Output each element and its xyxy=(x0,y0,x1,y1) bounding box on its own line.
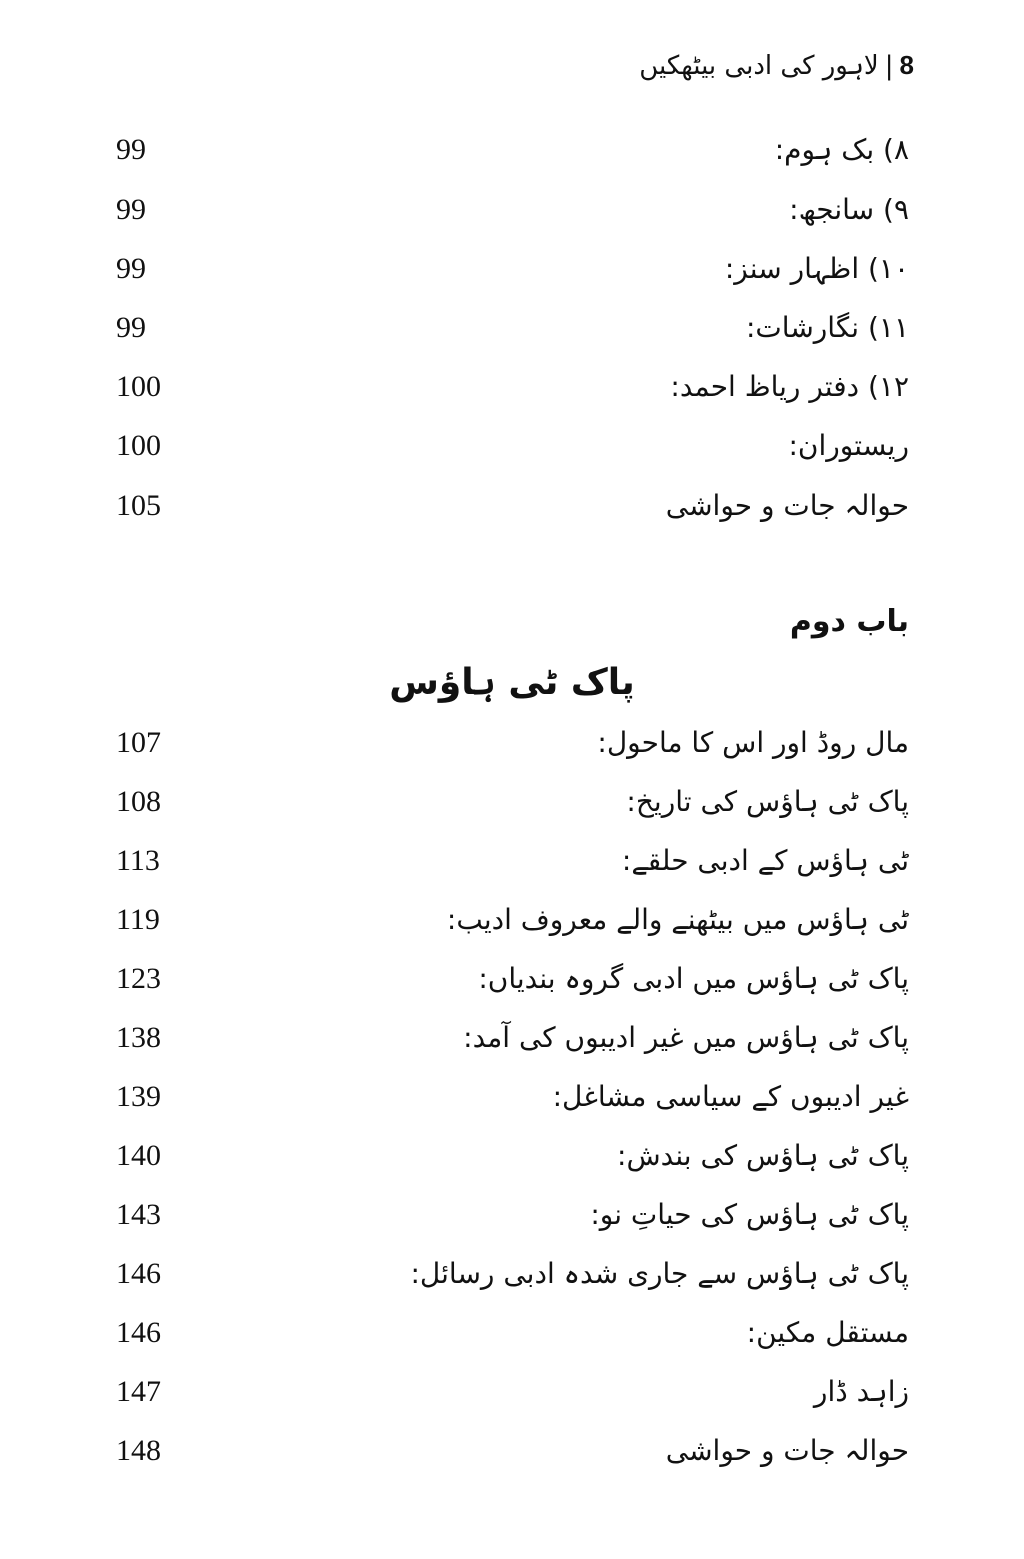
toc-entry-label: ۹) سانجھ: xyxy=(789,193,909,226)
toc-entry-label: پاک ٹی ہاؤس کی بندش: xyxy=(617,1139,909,1172)
toc-entry-label: ریستوران: xyxy=(788,429,909,462)
toc-entry-page: 105 xyxy=(116,489,161,522)
toc-row xyxy=(110,363,909,411)
toc-entry-label: زاہد ڈار xyxy=(813,1375,909,1408)
toc-entry-page: 113 xyxy=(116,844,160,877)
header-separator: | xyxy=(884,51,894,81)
toc-entry-label: حوالہ جات و حواشی xyxy=(665,489,909,522)
toc-entry-label: پاک ٹی ہاؤس کی حیاتِ نو: xyxy=(590,1198,909,1231)
toc-row xyxy=(110,778,909,826)
toc-row xyxy=(110,186,909,234)
toc-entry-page: 140 xyxy=(116,1139,161,1172)
toc-row xyxy=(110,1073,909,1121)
chapter-title: پاک ٹی ہاؤس xyxy=(389,662,635,703)
toc-entry-label: غیر ادیبوں کے سیاسی مشاغل: xyxy=(552,1080,909,1113)
toc-row xyxy=(110,837,909,885)
toc-entry-page: 146 xyxy=(116,1316,161,1349)
toc-entry-label: ۱۲) دفتر ریاظ احمد: xyxy=(670,370,909,403)
toc-entry-label: مستقل مکین: xyxy=(746,1316,909,1349)
toc-entry-page: 138 xyxy=(116,1021,161,1054)
toc-entry-label: پاک ٹی ہاؤس میں غیر ادیبوں کی آمد: xyxy=(463,1021,909,1054)
toc-row xyxy=(110,1427,909,1475)
toc-entry-label: ۱۱) نگارشات: xyxy=(746,311,909,344)
toc-row xyxy=(110,1368,909,1416)
toc-entry-label: مال روڈ اور اس کا ماحول: xyxy=(597,726,909,759)
toc-entry-label: ۱۰) اظہار سنز: xyxy=(724,252,909,285)
toc-row xyxy=(110,126,909,174)
toc-entry-page: 107 xyxy=(116,726,161,759)
toc-row xyxy=(110,955,909,1003)
toc-entry-page: 100 xyxy=(116,429,161,462)
toc-entry-label: پاک ٹی ہاؤس کی تاریخ: xyxy=(626,785,909,818)
toc-entry-page: 100 xyxy=(116,370,161,403)
chapter-label: باب دوم xyxy=(789,604,909,639)
toc-row xyxy=(110,422,909,470)
toc-entry-page: 99 xyxy=(116,133,146,166)
toc-entry-label: ٹی ہاؤس کے ادبی حلقے: xyxy=(621,844,909,877)
toc-row xyxy=(110,896,909,944)
toc-entry-page: 99 xyxy=(116,311,146,344)
toc-entry-page: 147 xyxy=(116,1375,161,1408)
toc-row xyxy=(110,1250,909,1298)
toc-entry-page: 108 xyxy=(116,785,161,818)
toc-row xyxy=(110,245,909,293)
toc-row xyxy=(110,304,909,352)
toc-entry-label: حوالہ جات و حواشی xyxy=(665,1434,909,1467)
toc-entry-page: 139 xyxy=(116,1080,161,1113)
toc-entry-label: ٹی ہاؤس میں بیٹھنے والے معروف ادیب: xyxy=(446,903,909,936)
toc-entry-page: 99 xyxy=(116,193,146,226)
running-header xyxy=(639,50,914,81)
toc-entry-page: 146 xyxy=(116,1257,161,1290)
toc-entry-label: ۸) بک ہوم: xyxy=(774,133,909,166)
toc-row xyxy=(110,1309,909,1357)
toc-entry-page: 119 xyxy=(116,903,160,936)
toc-row xyxy=(110,482,909,530)
toc-entry-label: پاک ٹی ہاؤس سے جاری شدہ ادبی رسائل: xyxy=(410,1257,909,1290)
toc-row xyxy=(110,1191,909,1239)
toc-entry-page: 143 xyxy=(116,1198,161,1231)
toc-entry-page: 148 xyxy=(116,1434,161,1467)
toc-entry-page: 123 xyxy=(116,962,161,995)
header-page-number: 8 xyxy=(899,50,914,80)
toc-entry-label: پاک ٹی ہاؤس میں ادبی گروہ بندیاں: xyxy=(478,962,909,995)
toc-row xyxy=(110,1132,909,1180)
toc-row xyxy=(110,719,909,767)
toc-row xyxy=(110,1014,909,1062)
toc-entry-page: 99 xyxy=(116,252,146,285)
header-book-title: لاہور کی ادبی بیٹھکیں xyxy=(639,51,879,81)
